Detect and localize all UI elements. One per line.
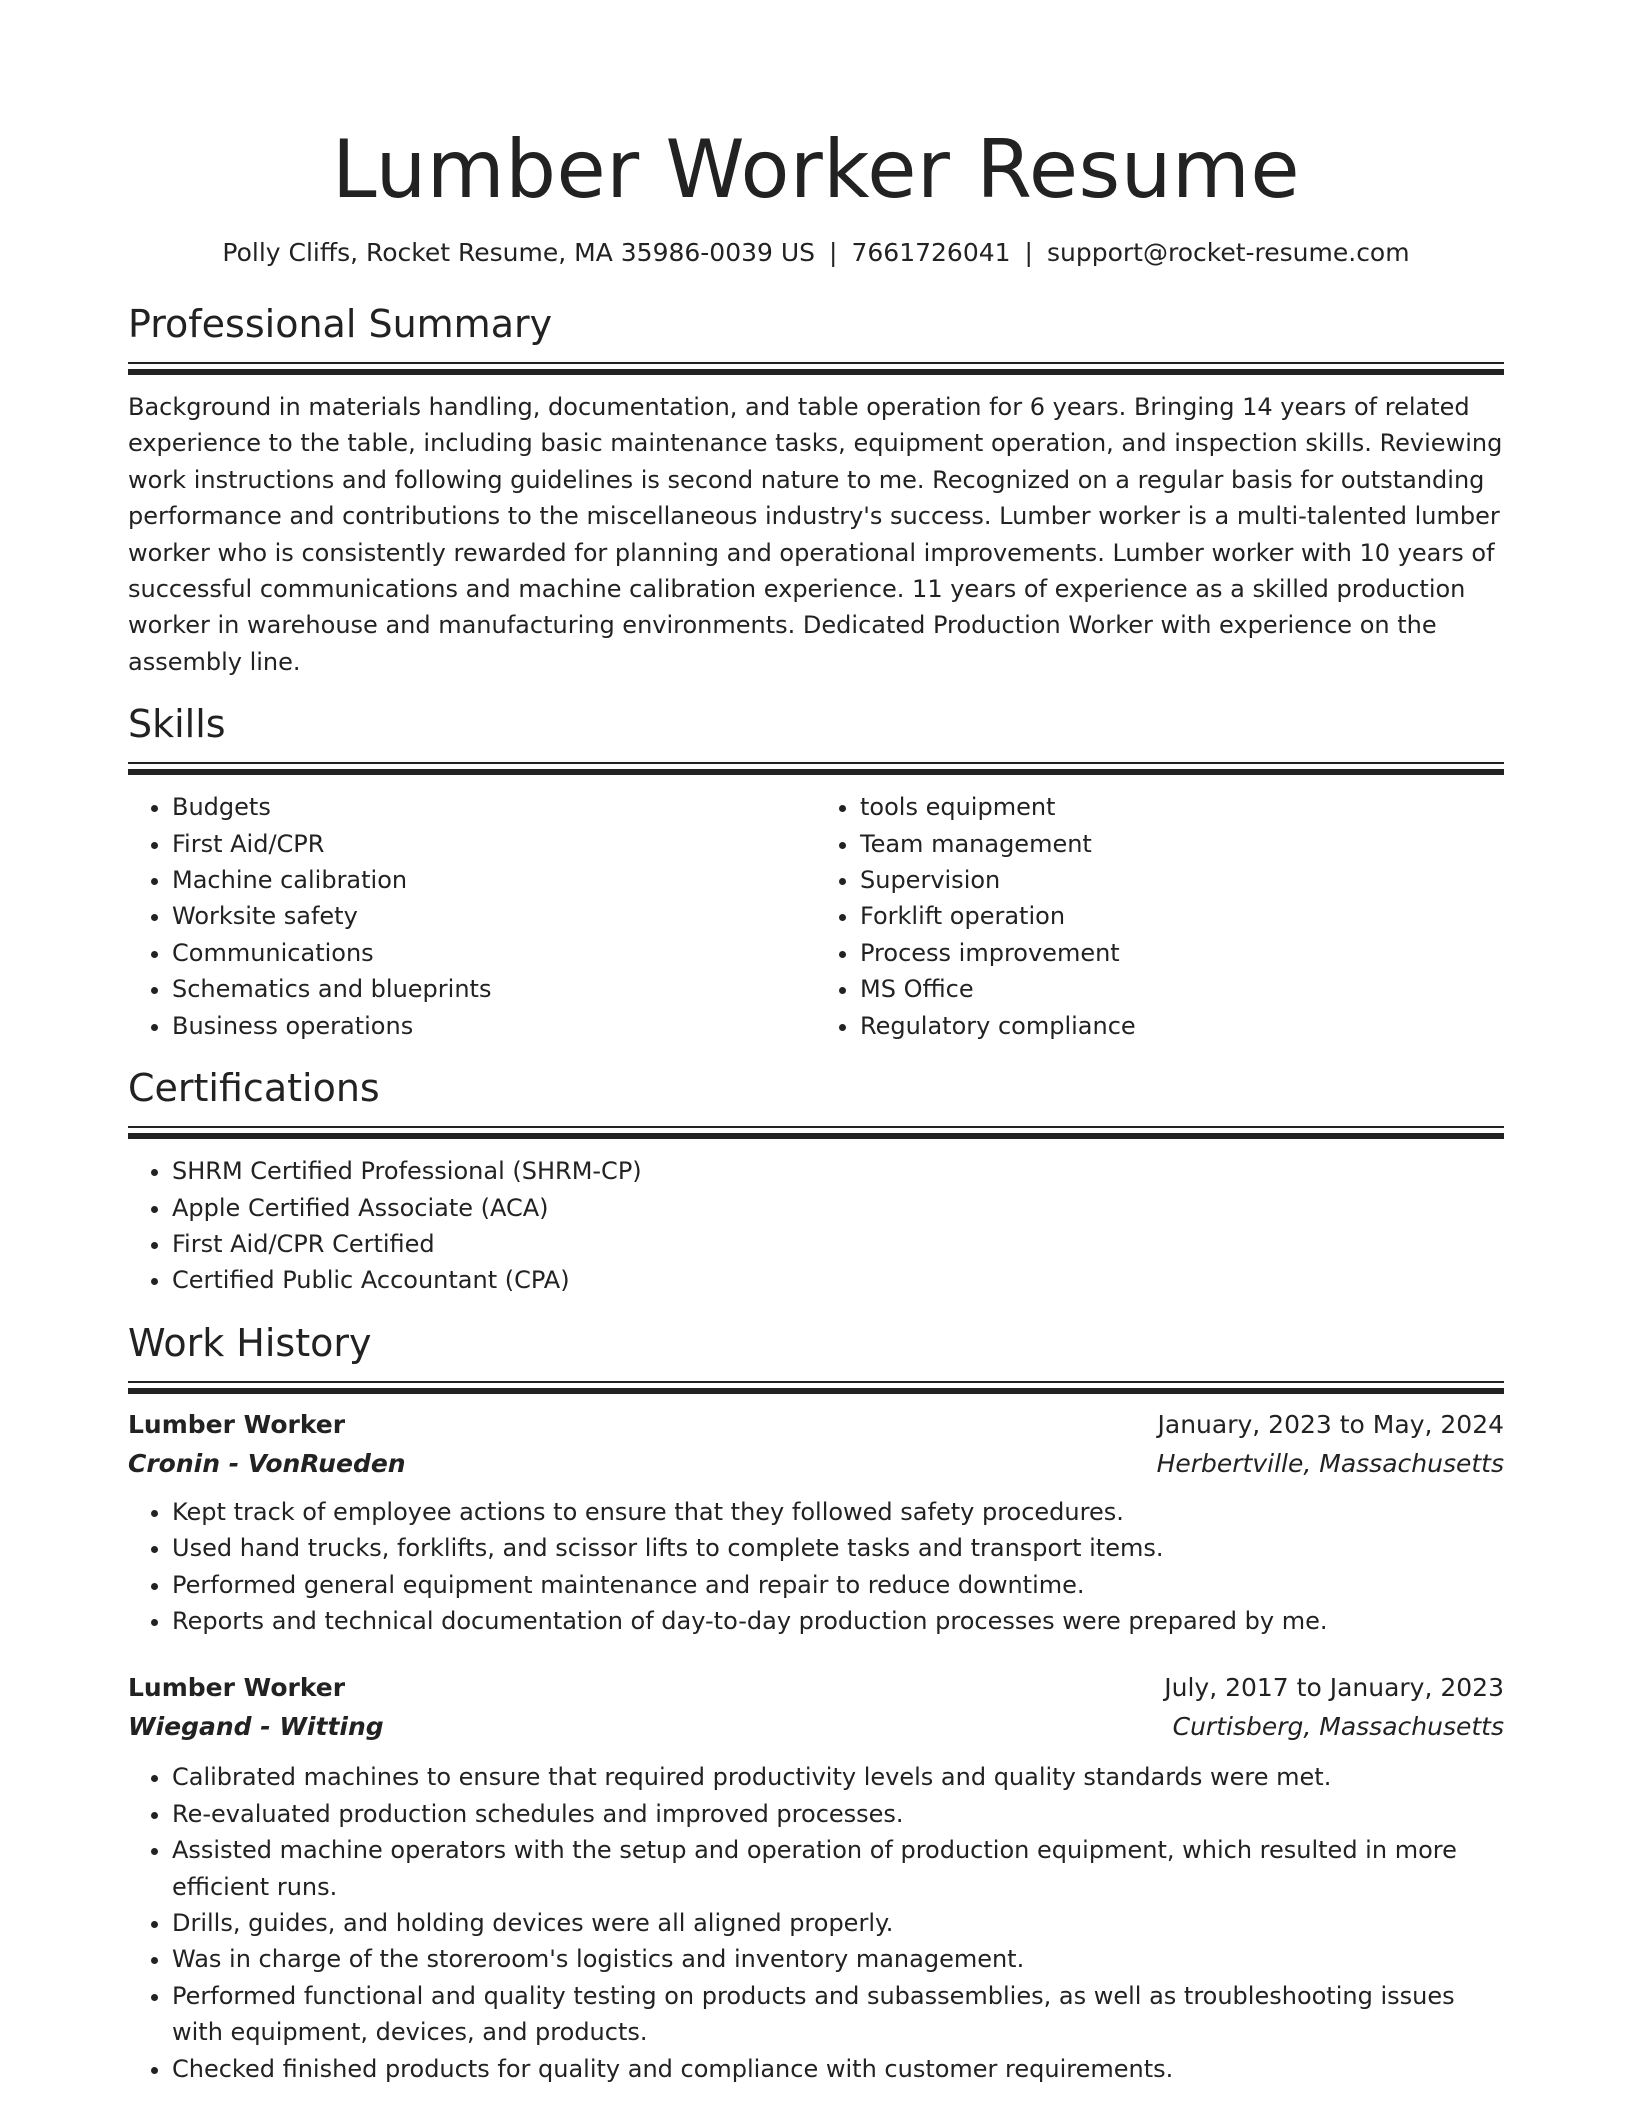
job-entry — [128, 1669, 1504, 2087]
job-subheader — [128, 1444, 1504, 1484]
skill-item: • Worksite safety — [172, 898, 816, 934]
job-duty-item: • Re-evaluated production schedules and improved processes. — [172, 1796, 1504, 1832]
skills-column-left — [128, 789, 816, 1044]
job-title: Lumber Worker — [128, 1673, 346, 1703]
job-subheader — [128, 1707, 1504, 1747]
summary-section — [128, 300, 1504, 680]
job-title: Lumber Worker — [128, 1409, 346, 1439]
section-divider — [128, 362, 1504, 375]
certification-item: • First Aid/CPR Certified — [172, 1226, 1504, 1262]
job-company: Cronin - VonRueden — [128, 1448, 406, 1478]
job-duty-item: • Drills, guides, and holding devices were all aligned properly. — [172, 1905, 1504, 1941]
skill-item: • Forklift operation — [860, 898, 1504, 934]
skill-item: • Budgets — [172, 789, 816, 825]
job-location: Curtisberg, Massachusetts — [1172, 1712, 1504, 1742]
certifications-list — [128, 1153, 1504, 1299]
job-duty-item: • Was in charge of the storeroom's logistics and inventory management. — [172, 1941, 1504, 1977]
certification-item: • SHRM Certified Professional (SHRM-CP) — [172, 1153, 1504, 1189]
certification-item: • Apple Certified Associate (ACA) — [172, 1190, 1504, 1226]
skill-item: • Machine calibration — [172, 862, 816, 898]
contact-address: Polly Cliffs, Rocket Resume, MA 35986-0039 US — [222, 238, 816, 267]
skill-item: • Regulatory compliance — [860, 1008, 1504, 1044]
skill-item: • Supervision — [860, 862, 1504, 898]
skill-item: • MS Office — [860, 971, 1504, 1007]
skill-item: • Schematics and blueprints — [172, 971, 816, 1007]
skill-item: • First Aid/CPR — [172, 826, 816, 862]
summary-heading: Professional Summary — [128, 302, 553, 346]
job-header — [128, 1669, 1504, 1707]
section-divider — [128, 762, 1504, 775]
job-duty-item: • Kept track of employee actions to ensure that they followed safety procedures. — [172, 1494, 1504, 1530]
job-dates: July, 2017 to January, 2023 — [1164, 1673, 1504, 1703]
contact-email: support@rocket-resume.com — [1046, 238, 1410, 267]
job-header — [128, 1406, 1504, 1444]
job-duty-item: • Used hand trucks, forklifts, and scissor lifts to complete tasks and transport items. — [172, 1530, 1504, 1566]
section-divider — [128, 1126, 1504, 1139]
certification-item: • Certified Public Accountant (CPA) — [172, 1262, 1504, 1298]
contact-separator: | — [829, 238, 838, 267]
skills-grid — [128, 789, 1504, 1044]
skills-column-right — [816, 789, 1504, 1044]
certifications-heading: Certifications — [128, 1066, 380, 1111]
certifications-section — [128, 1064, 1504, 1299]
job-entry — [128, 1406, 1504, 1640]
contact-separator: | — [1024, 238, 1033, 267]
job-dates: January, 2023 to May, 2024 — [1157, 1409, 1504, 1439]
skills-heading: Skills — [128, 702, 226, 747]
job-duty-item: • Assisted machine operators with the setup and operation of production equipment, which resulted in more efficient runs. — [172, 1832, 1504, 1905]
job-duties-list — [128, 1494, 1504, 1640]
skill-item: • Communications — [172, 935, 816, 971]
skill-item: • Team management — [860, 826, 1504, 862]
job-duties-list — [128, 1759, 1504, 2087]
job-company: Wiegand - Witting — [128, 1712, 384, 1742]
job-duty-item: • Performed functional and quality testing on products and subassemblies, as well as troubleshooting issues with equipment, devices, and products. — [172, 1978, 1504, 2051]
skill-item: • Process improvement — [860, 935, 1504, 971]
job-location: Herbertville, Massachusetts — [1156, 1448, 1504, 1478]
skill-item: • Business operations — [172, 1008, 816, 1044]
contact-line — [128, 236, 1504, 270]
work-history-heading: Work History — [128, 1320, 372, 1365]
job-duty-item: • Reports and technical documentation of day-to-day production processes were prepared by me. — [172, 1603, 1504, 1639]
skill-item: • tools equipment — [860, 789, 1504, 825]
summary-text: Background in materials handling, documentation, and table operation for 6 years. Bringing 14 years of related experience to the table, including basic maintenance tasks, equipment operation, and inspection skills. Reviewing work instructions and following guidelines is second nature to me. Recognized on a regular basis for outstanding performance and contributions to the miscellaneous industry's success. Lumber worker is a multi-talented lumber worker who is consistently rewarded for planning and operational improvements. Lumber worker with 10 years of successful communications and machine calibration experience. 11 years of experience as a skilled production worker in warehouse and manufacturing environments. Dedicated Production Worker with experience on the assembly line. — [128, 393, 1503, 676]
job-duty-item: • Performed general equipment maintenance and repair to reduce downtime. — [172, 1567, 1504, 1603]
skills-section — [128, 700, 1504, 1044]
section-divider — [128, 1381, 1504, 1394]
job-duty-item: • Checked finished products for quality and compliance with customer requirements. — [172, 2051, 1504, 2087]
page-title: Lumber Worker Resume — [331, 123, 1301, 216]
contact-phone: 7661726041 — [851, 238, 1011, 267]
job-duty-item: • Calibrated machines to ensure that required productivity levels and quality standards were met. — [172, 1759, 1504, 1795]
work-history-section — [128, 1319, 1504, 2087]
